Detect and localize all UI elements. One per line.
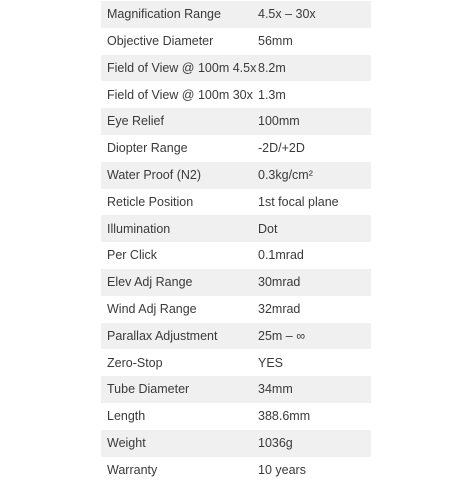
- spec-row-length: [101, 403, 371, 430]
- spec-value: 4.5x – 30x: [258, 1, 371, 28]
- spec-value: 1.3m: [258, 81, 371, 108]
- spec-label: Field of View @ 100m 30x: [101, 81, 258, 108]
- spec-row-illumination: [101, 215, 371, 242]
- spec-row-diopter-range: [101, 135, 371, 162]
- spec-value: 34mm: [258, 376, 371, 403]
- spec-value: 1036g: [258, 430, 371, 457]
- spec-label: Illumination: [101, 215, 258, 242]
- spec-label: Magnification Range: [101, 1, 258, 28]
- spec-row-reticle-position: [101, 189, 371, 216]
- spec-row-wind-adj-range: [101, 296, 371, 323]
- spec-label: Length: [101, 403, 258, 430]
- spec-row-eye-relief: [101, 108, 371, 135]
- spec-label: Field of View @ 100m 4.5x: [101, 55, 258, 82]
- spec-value: 10 years: [258, 457, 371, 483]
- spec-label: Tube Diameter: [101, 376, 258, 403]
- spec-value: YES: [258, 349, 371, 376]
- spec-value: 0.3kg/cm²: [258, 162, 371, 189]
- spec-row-fov-4-5x: [101, 55, 371, 82]
- spec-label: Per Click: [101, 242, 258, 269]
- spec-value: 56mm: [258, 28, 371, 55]
- spec-row-elev-adj-range: [101, 269, 371, 296]
- spec-label: Reticle Position: [101, 189, 258, 216]
- spec-row-fov-30x: [101, 81, 371, 108]
- spec-row-objective-diameter: [101, 28, 371, 55]
- spec-label: Diopter Range: [101, 135, 258, 162]
- spec-label: Objective Diameter: [101, 28, 258, 55]
- spec-value: 388.6mm: [258, 403, 371, 430]
- spec-table: [101, 1, 371, 483]
- spec-row-per-click: [101, 242, 371, 269]
- spec-value: 32mrad: [258, 296, 371, 323]
- spec-label: Elev Adj Range: [101, 269, 258, 296]
- spec-row-parallax-adjustment: [101, 323, 371, 350]
- spec-value: 8.2m: [258, 55, 371, 82]
- spec-label: Eye Relief: [101, 108, 258, 135]
- spec-value: Dot: [258, 215, 371, 242]
- spec-label: Zero-Stop: [101, 349, 258, 376]
- spec-label: Warranty: [101, 457, 258, 483]
- spec-row-zero-stop: [101, 349, 371, 376]
- spec-row-water-proof: [101, 162, 371, 189]
- spec-label: Water Proof (N2): [101, 162, 258, 189]
- spec-value: 25m – ∞: [258, 323, 371, 350]
- spec-row-magnification-range: [101, 1, 371, 28]
- spec-value: -2D/+2D: [258, 135, 371, 162]
- spec-row-weight: [101, 430, 371, 457]
- spec-label: Wind Adj Range: [101, 296, 258, 323]
- spec-value: 100mm: [258, 108, 371, 135]
- spec-label: Parallax Adjustment: [101, 323, 258, 350]
- spec-value: 30mrad: [258, 269, 371, 296]
- spec-label: Weight: [101, 430, 258, 457]
- spec-value: 0.1mrad: [258, 242, 371, 269]
- spec-row-warranty: [101, 457, 371, 483]
- spec-row-tube-diameter: [101, 376, 371, 403]
- spec-value: 1st focal plane: [258, 189, 371, 216]
